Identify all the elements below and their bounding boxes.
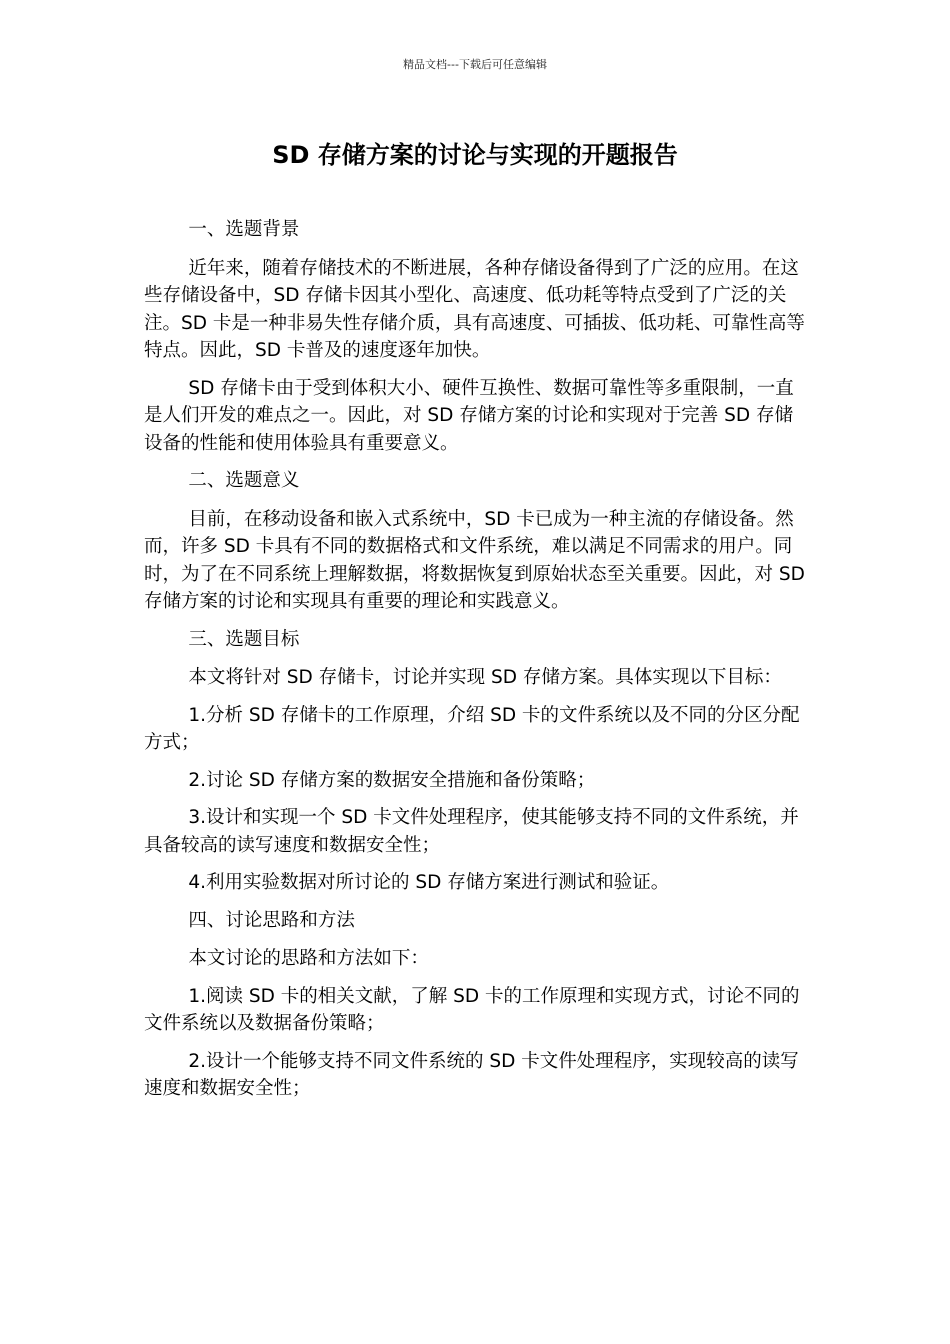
document-title: SD 存储方案的讨论与实现的开题报告: [272, 141, 678, 169]
paragraph-goals-intro: 本文将针对 SD 存储卡，讨论并实现 SD 存储方案。具体实现以下目标：: [188, 667, 782, 688]
document-body: [144, 216, 808, 1113]
list-item-goal-4: 4.利用实验数据对所讨论的 SD 存储方案进行测试和验证。: [188, 872, 670, 893]
section-heading-methods: 四、讨论思路和方法: [188, 909, 355, 931]
list-item-method-2: 2.设计一个能够支持不同文件系统的 SD 卡文件处理程序，实现较高的读写速度和数据安全性；: [144, 1050, 799, 1099]
paragraph-background-2: SD 存储卡由于受到体积大小、硬件互换性、数据可靠性等多重限制，一直是人们开发的难点之一。因此，对 SD 存储方案的讨论和实现对于完善 SD 存储设备的性能和使用体验具有重要意义。: [144, 377, 794, 454]
section-heading-significance: 二、选题意义: [188, 470, 300, 491]
list-item-goal-1: 1.分析 SD 存储卡的工作原理，介绍 SD 卡的文件系统以及不同的分区分配方式；: [144, 704, 800, 753]
paragraph-significance: 目前，在移动设备和嵌入式系统中，SD 卡已成为一种主流的存储设备。然而，许多 SD 卡具有不同的数据格式和文件系统，难以满足不同需求的用户。同时，为了在不同系统上理解数据，将数据恢复到原始状态至关重要。因此，对 SD 存储方案的讨论和实现具有重要的理论和实践意义。: [144, 508, 805, 612]
section-heading-goals: 三、选题目标: [188, 628, 300, 650]
paragraph-methods-intro: 本文讨论的思路和方法如下：: [188, 948, 429, 969]
page-header: 精品文档---下载后可任意编辑: [403, 58, 547, 71]
list-item-method-1: 1.阅读 SD 卡的相关文献，了解 SD 卡的工作原理和实现方式，讨论不同的文件系统以及数据备份策略；: [144, 985, 800, 1034]
section-heading-background: 一、选题背景: [188, 219, 300, 240]
list-item-goal-2: 2.讨论 SD 存储方案的数据安全措施和备份策略；: [188, 769, 596, 791]
list-item-goal-3: 3.设计和实现一个 SD 卡文件处理程序，使其能够支持不同的文件系统，并具备较高的读写速度和数据安全性；: [144, 807, 799, 856]
paragraph-background-1: 近年来，随着存储技术的不断进展，各种存储设备得到了广泛的应用。在这些存储设备中，SD 存储卡因其小型化、高速度、低功耗等特点受到了广泛的关注。SD 卡是一种非易失性存储介质，具有高速度、可插拔、低功耗、可靠性高等特点。因此，SD 卡普及的速度逐年加快。: [144, 257, 805, 361]
